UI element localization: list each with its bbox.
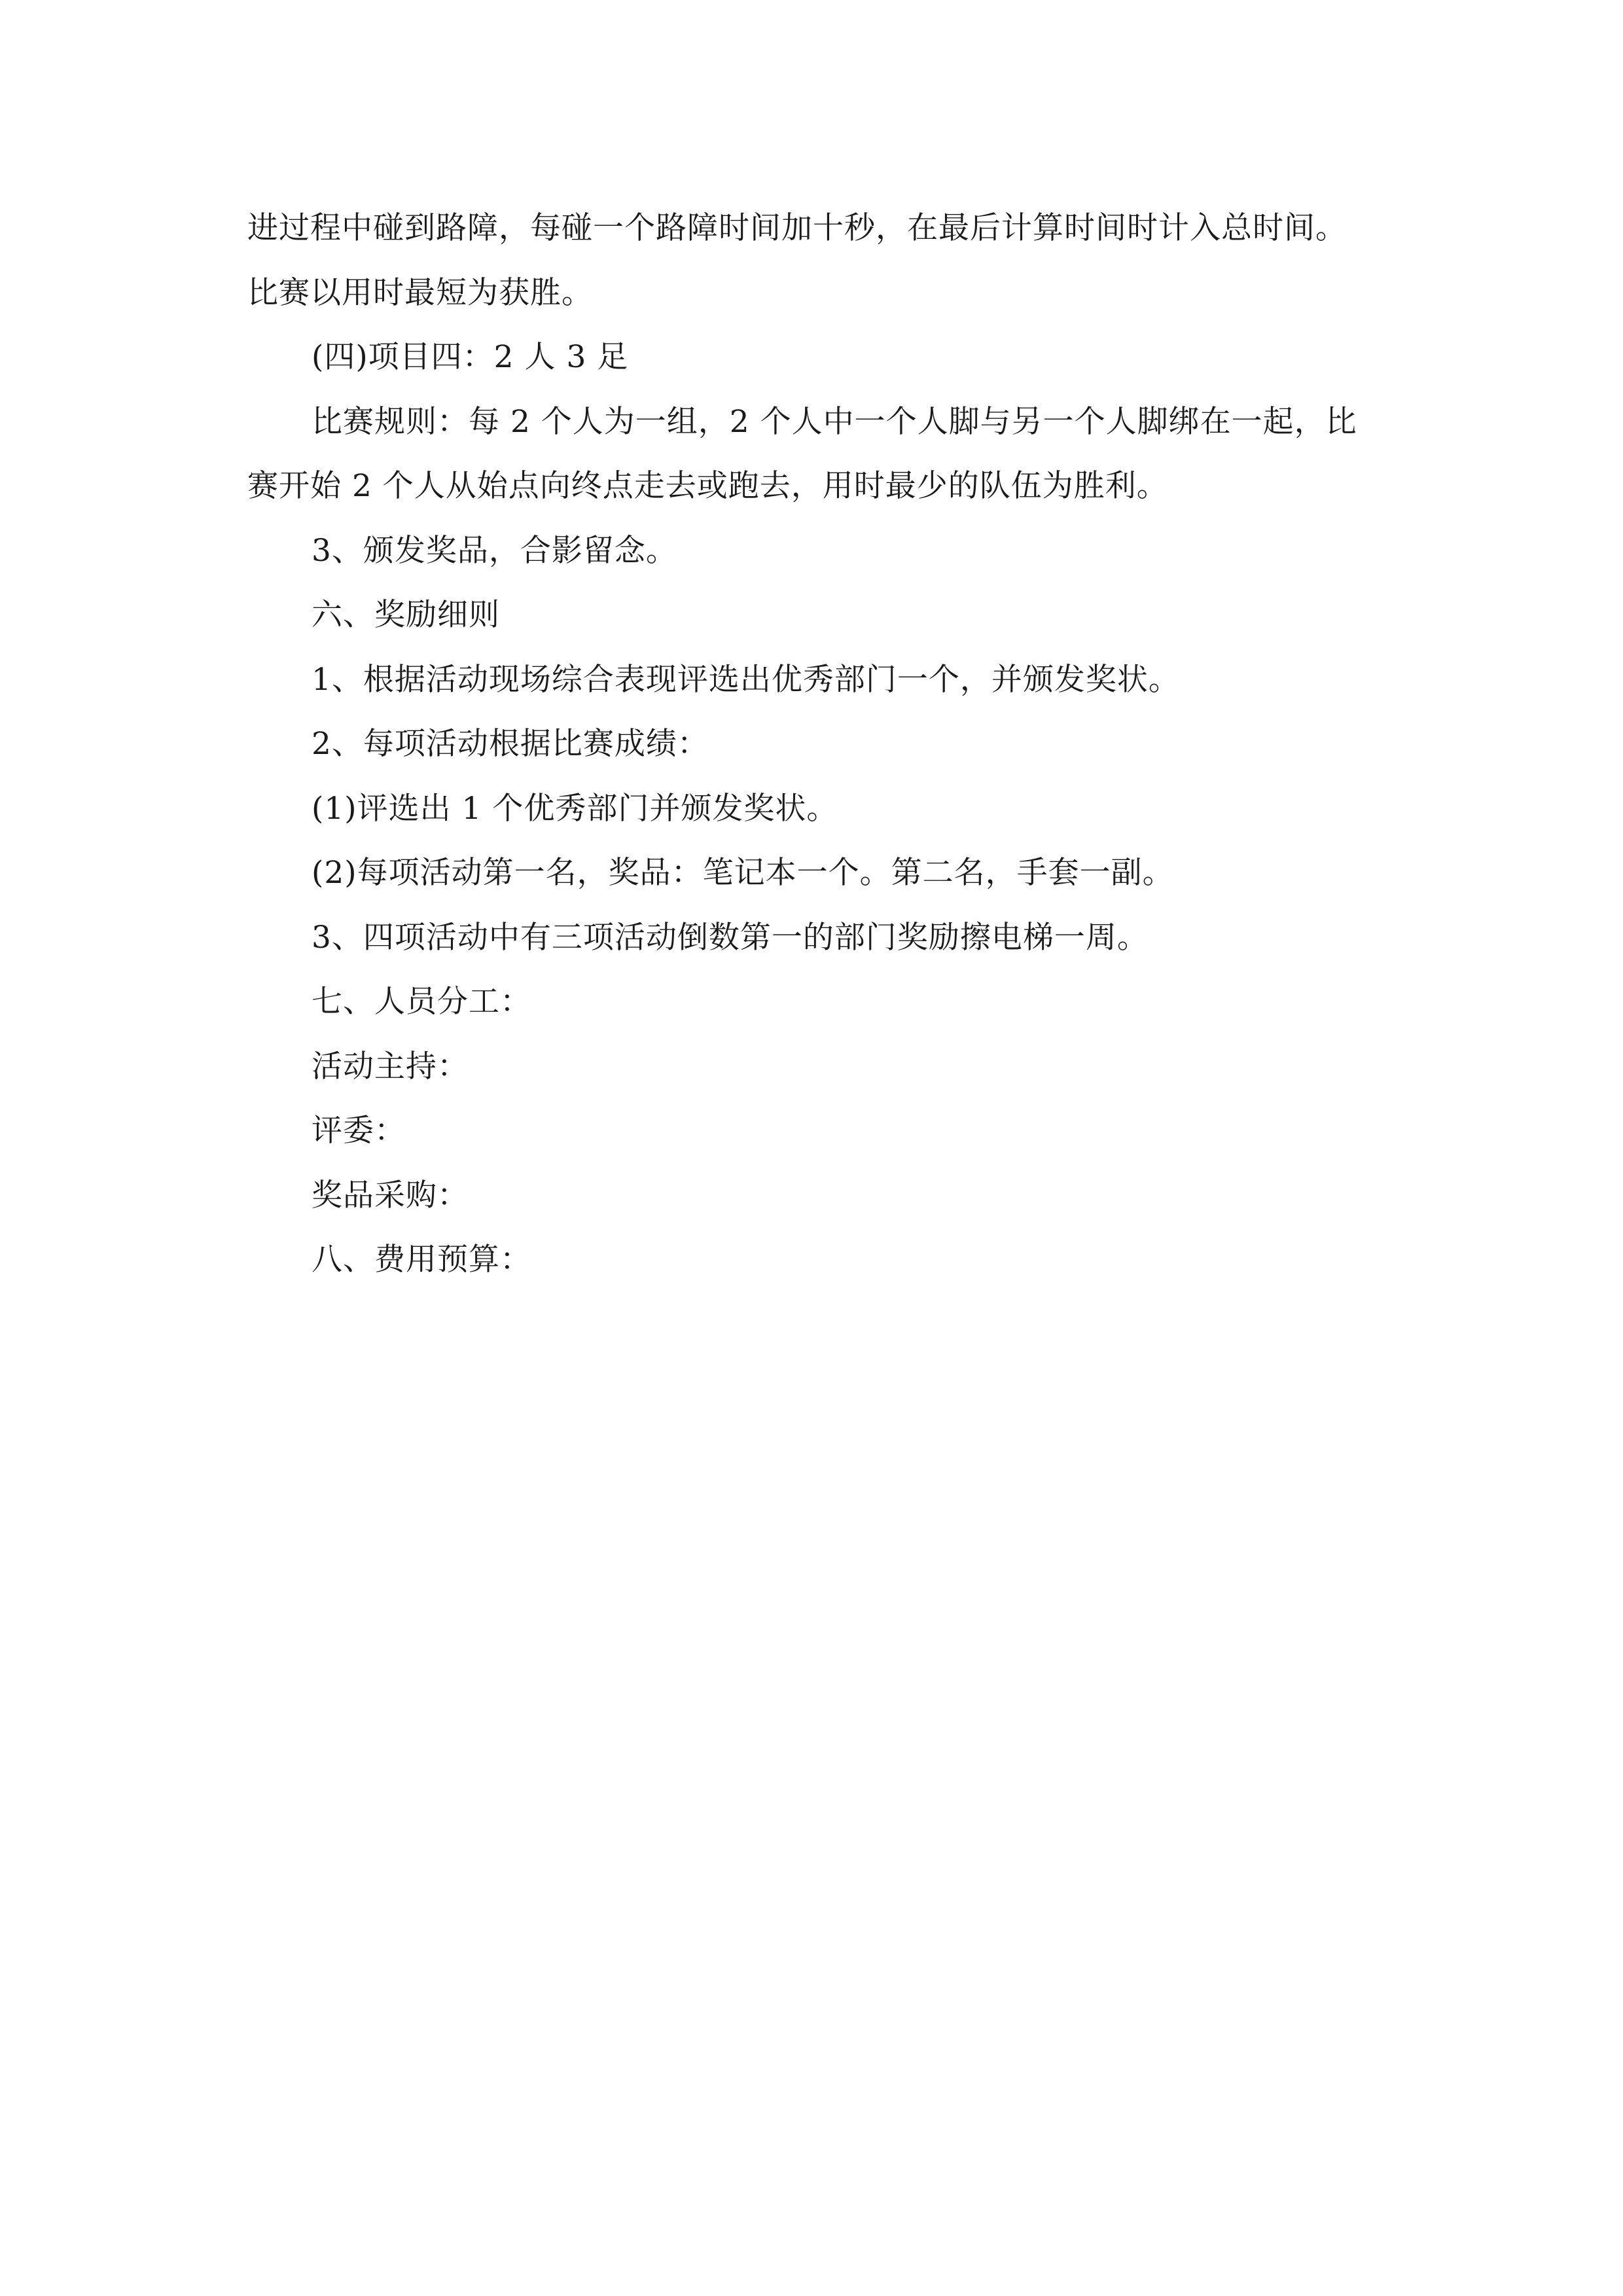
- paragraph-line: 赛开始 2 个人从始点向终点走去或跑去，用时最少的队伍为胜利。: [247, 468, 1168, 504]
- paragraph-line: 1、根据活动现场综合表现评选出优秀部门一个，并颁发奖状。: [312, 661, 1180, 698]
- section-heading-budget: 八、费用预算：: [312, 1242, 531, 1278]
- paragraph-line: (1)评选出 1 个优秀部门并颁发奖状。: [312, 790, 838, 827]
- paragraph-line: 比赛以用时最短为获胜。: [247, 274, 593, 311]
- paragraph-line: 2、每项活动根据比赛成绩：: [312, 726, 709, 762]
- staff-role-judges: 评委：: [312, 1113, 406, 1149]
- paragraph-line: 进过程中碰到路障，每碰一个路障时间加十秒，在最后计算时间时计入总时间。: [247, 210, 1347, 246]
- paragraph-line: (2)每项活动第一名，奖品：笔记本一个。第二名，手套一副。: [312, 855, 1174, 891]
- staff-role-host: 活动主持：: [312, 1048, 469, 1085]
- staff-role-procurement: 奖品采购：: [312, 1177, 469, 1213]
- paragraph-line: 3、颁发奖品，合影留念。: [312, 532, 677, 569]
- paragraph-line: 3、四项活动中有三项活动倒数第一的部门奖励擦电梯一周。: [312, 919, 1149, 956]
- section-heading-item-4: (四)项目四：2 人 3 足: [312, 339, 629, 375]
- section-heading-staffing: 七、人员分工：: [312, 984, 531, 1020]
- section-heading-rewards: 六、奖励细则: [312, 597, 500, 633]
- document-body: [247, 196, 1386, 1293]
- paragraph-line: 比赛规则：每 2 个人为一组，2 个人中一个人脚与另一个人脚绑在一起，比: [312, 403, 1357, 440]
